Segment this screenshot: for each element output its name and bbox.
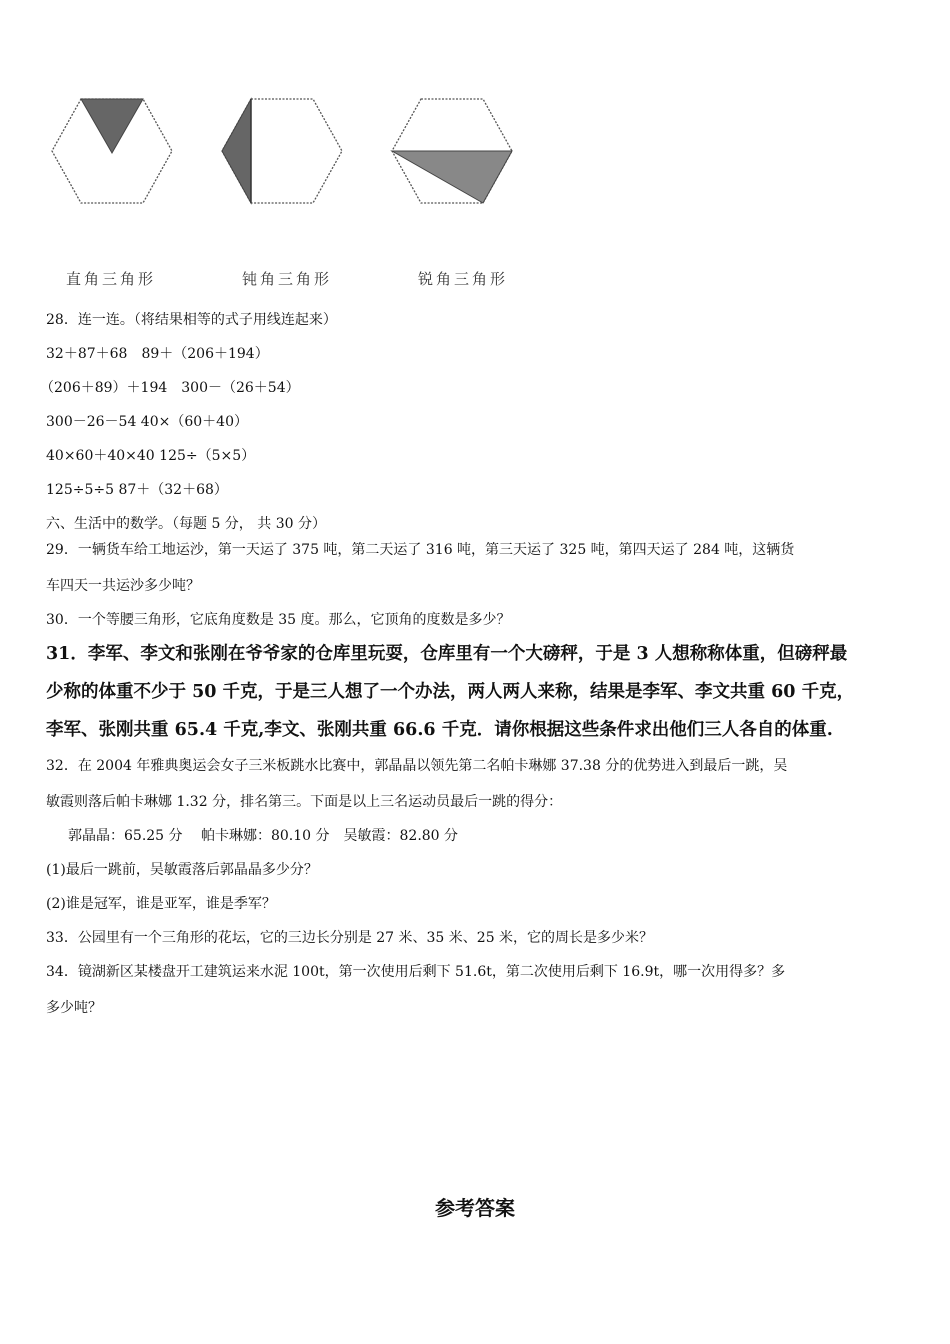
q31-line: 李军、张刚共重 65.4 千克,李文、张刚共重 66.6 千克．请你根据这些条件求出他们三人各自的体重. [46, 720, 833, 740]
q34-line: 多少吨？ [46, 1000, 102, 1016]
q29-line: 车四天一共运沙多少吨？ [46, 578, 200, 594]
caption-obtuse-triangle: 钝角三角形 [242, 270, 333, 288]
q32-sub2: (2)谁是冠军，谁是亚军，谁是季军？ [46, 896, 276, 912]
q28-row: 40×60＋40×40 125÷（5×5） [46, 448, 256, 464]
q28-row: （206＋89）＋194 300－（26＋54） [40, 380, 300, 396]
q32-scores: 郭晶晶：65.25 分 帕卡琳娜：80.10 分 吴敏霞：82.80 分 [68, 828, 459, 844]
q28-row: 125÷5÷5 87＋（32＋68） [46, 482, 228, 498]
q30-text: 30．一个等腰三角形，它底角度数是 35 度。那么，它顶角的度数是多少？ [46, 612, 511, 628]
section-heading: 六、生活中的数学。（每题 5 分， 共 30 分） [46, 516, 326, 532]
q34-line: 34．镜湖新区某楼盘开工建筑运来水泥 100t，第一次使用后剩下 51.6t，第二次使用后剩下 16.9t，哪一次用得多？多 [46, 964, 786, 980]
q29-line: 29．一辆货车给工地运沙，第一天运了 375 吨，第二天运了 316 吨，第三天运了 325 吨，第四天运了 284 吨，这辆货 [46, 542, 795, 558]
q28-row: 32＋87＋68 89＋（206＋194） [46, 346, 269, 362]
q33-text: 33．公园里有一个三角形的花坛，它的三边长分别是 27 米、35 米、25 米，它的周长是多少米？ [46, 930, 654, 946]
q31-line: 31．李军、李文和张刚在爷爷家的仓库里玩耍，仓库里有一个大磅秤，于是 3 人想称称体重，但磅秤最 [46, 644, 848, 664]
q32-line: 敏霞则落后帕卡琳娜 1.32 分，排名第三。下面是以上三名运动员最后一跳的得分： [46, 794, 563, 810]
q28-row: 300－26－54 40×（60＋40） [46, 414, 248, 430]
answer-section-title: 参考答案 [435, 1196, 515, 1220]
q31-line: 少称的体重不少于 50 千克，于是三人想了一个办法，两人两人来称，结果是李军、李文共重 60 千克， [46, 682, 855, 702]
q28-title: 28．连一连。（将结果相等的式子用线连起来） [46, 312, 337, 328]
hexagon-figure-right-triangle [50, 95, 174, 207]
caption-right-triangle: 直角三角形 [66, 270, 157, 288]
hexagon-figure-acute-triangle [390, 95, 514, 207]
q32-line: 32．在 2004 年雅典奥运会女子三米板跳水比赛中，郭晶晶以领先第二名帕卡琳娜 37.38 分的优势进入到最后一跳，吴 [46, 758, 788, 774]
q32-sub1: (1)最后一跳前，吴敏霞落后郭晶晶多少分？ [46, 862, 318, 878]
caption-acute-triangle: 锐角三角形 [418, 270, 509, 288]
hexagon-figure-obtuse-triangle [220, 95, 344, 207]
